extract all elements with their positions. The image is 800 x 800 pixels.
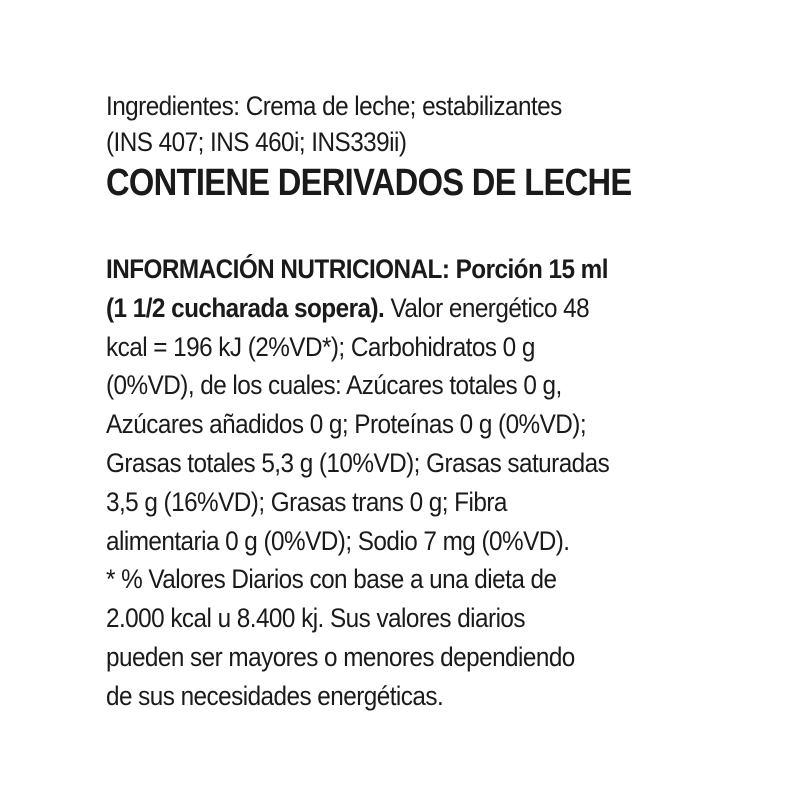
footnote-line: 2.000 kcal u 8.400 kj. Sus valores diarios — [106, 603, 526, 634]
footnote-line: pueden ser mayores o menores dependiendo — [106, 641, 575, 672]
nutrition-line: alimentaria 0 g (0%VD); Sodio 7 mg (0%VD). — [106, 525, 570, 556]
ingredients-line: (INS 407; INS 460i; INS339ii) — [106, 127, 407, 157]
serving-size: (1 1/2 cucharada sopera). — [106, 292, 385, 323]
footnote-line: * % Valores Diarios con base a una dieta de — [106, 564, 557, 595]
ingredients-line: Ingredientes: Crema de leche; estabilizantes — [106, 91, 562, 121]
product-label — [106, 88, 706, 716]
nutrition-line: Grasas totales 5,3 g (10%VD); Grasas saturadas — [106, 447, 610, 478]
nutrition-heading: INFORMACIÓN NUTRICIONAL: Porción 15 ml — [106, 254, 608, 284]
allergen-warning: CONTIENE DERIVADOS DE LECHE — [106, 162, 632, 204]
nutrition-line — [106, 289, 702, 328]
nutrition-facts — [106, 250, 702, 716]
footnote-line: de sus necesidades energéticas. — [106, 680, 444, 711]
nutrition-line: 3,5 g (16%VD); Grasas trans 0 g; Fibra — [106, 486, 507, 517]
ingredients-block — [106, 88, 682, 160]
nutrition-line: Azúcares añadidos 0 g; Proteínas 0 g (0%VD); — [106, 409, 587, 440]
nutrition-line: (0%VD), de los cuales: Azúcares totales 0 g, — [106, 370, 562, 401]
nutrition-text: Valor energético 48 — [384, 292, 590, 323]
nutrition-line: kcal = 196 kJ (2%VD*); Carbohidratos 0 g — [106, 331, 535, 362]
